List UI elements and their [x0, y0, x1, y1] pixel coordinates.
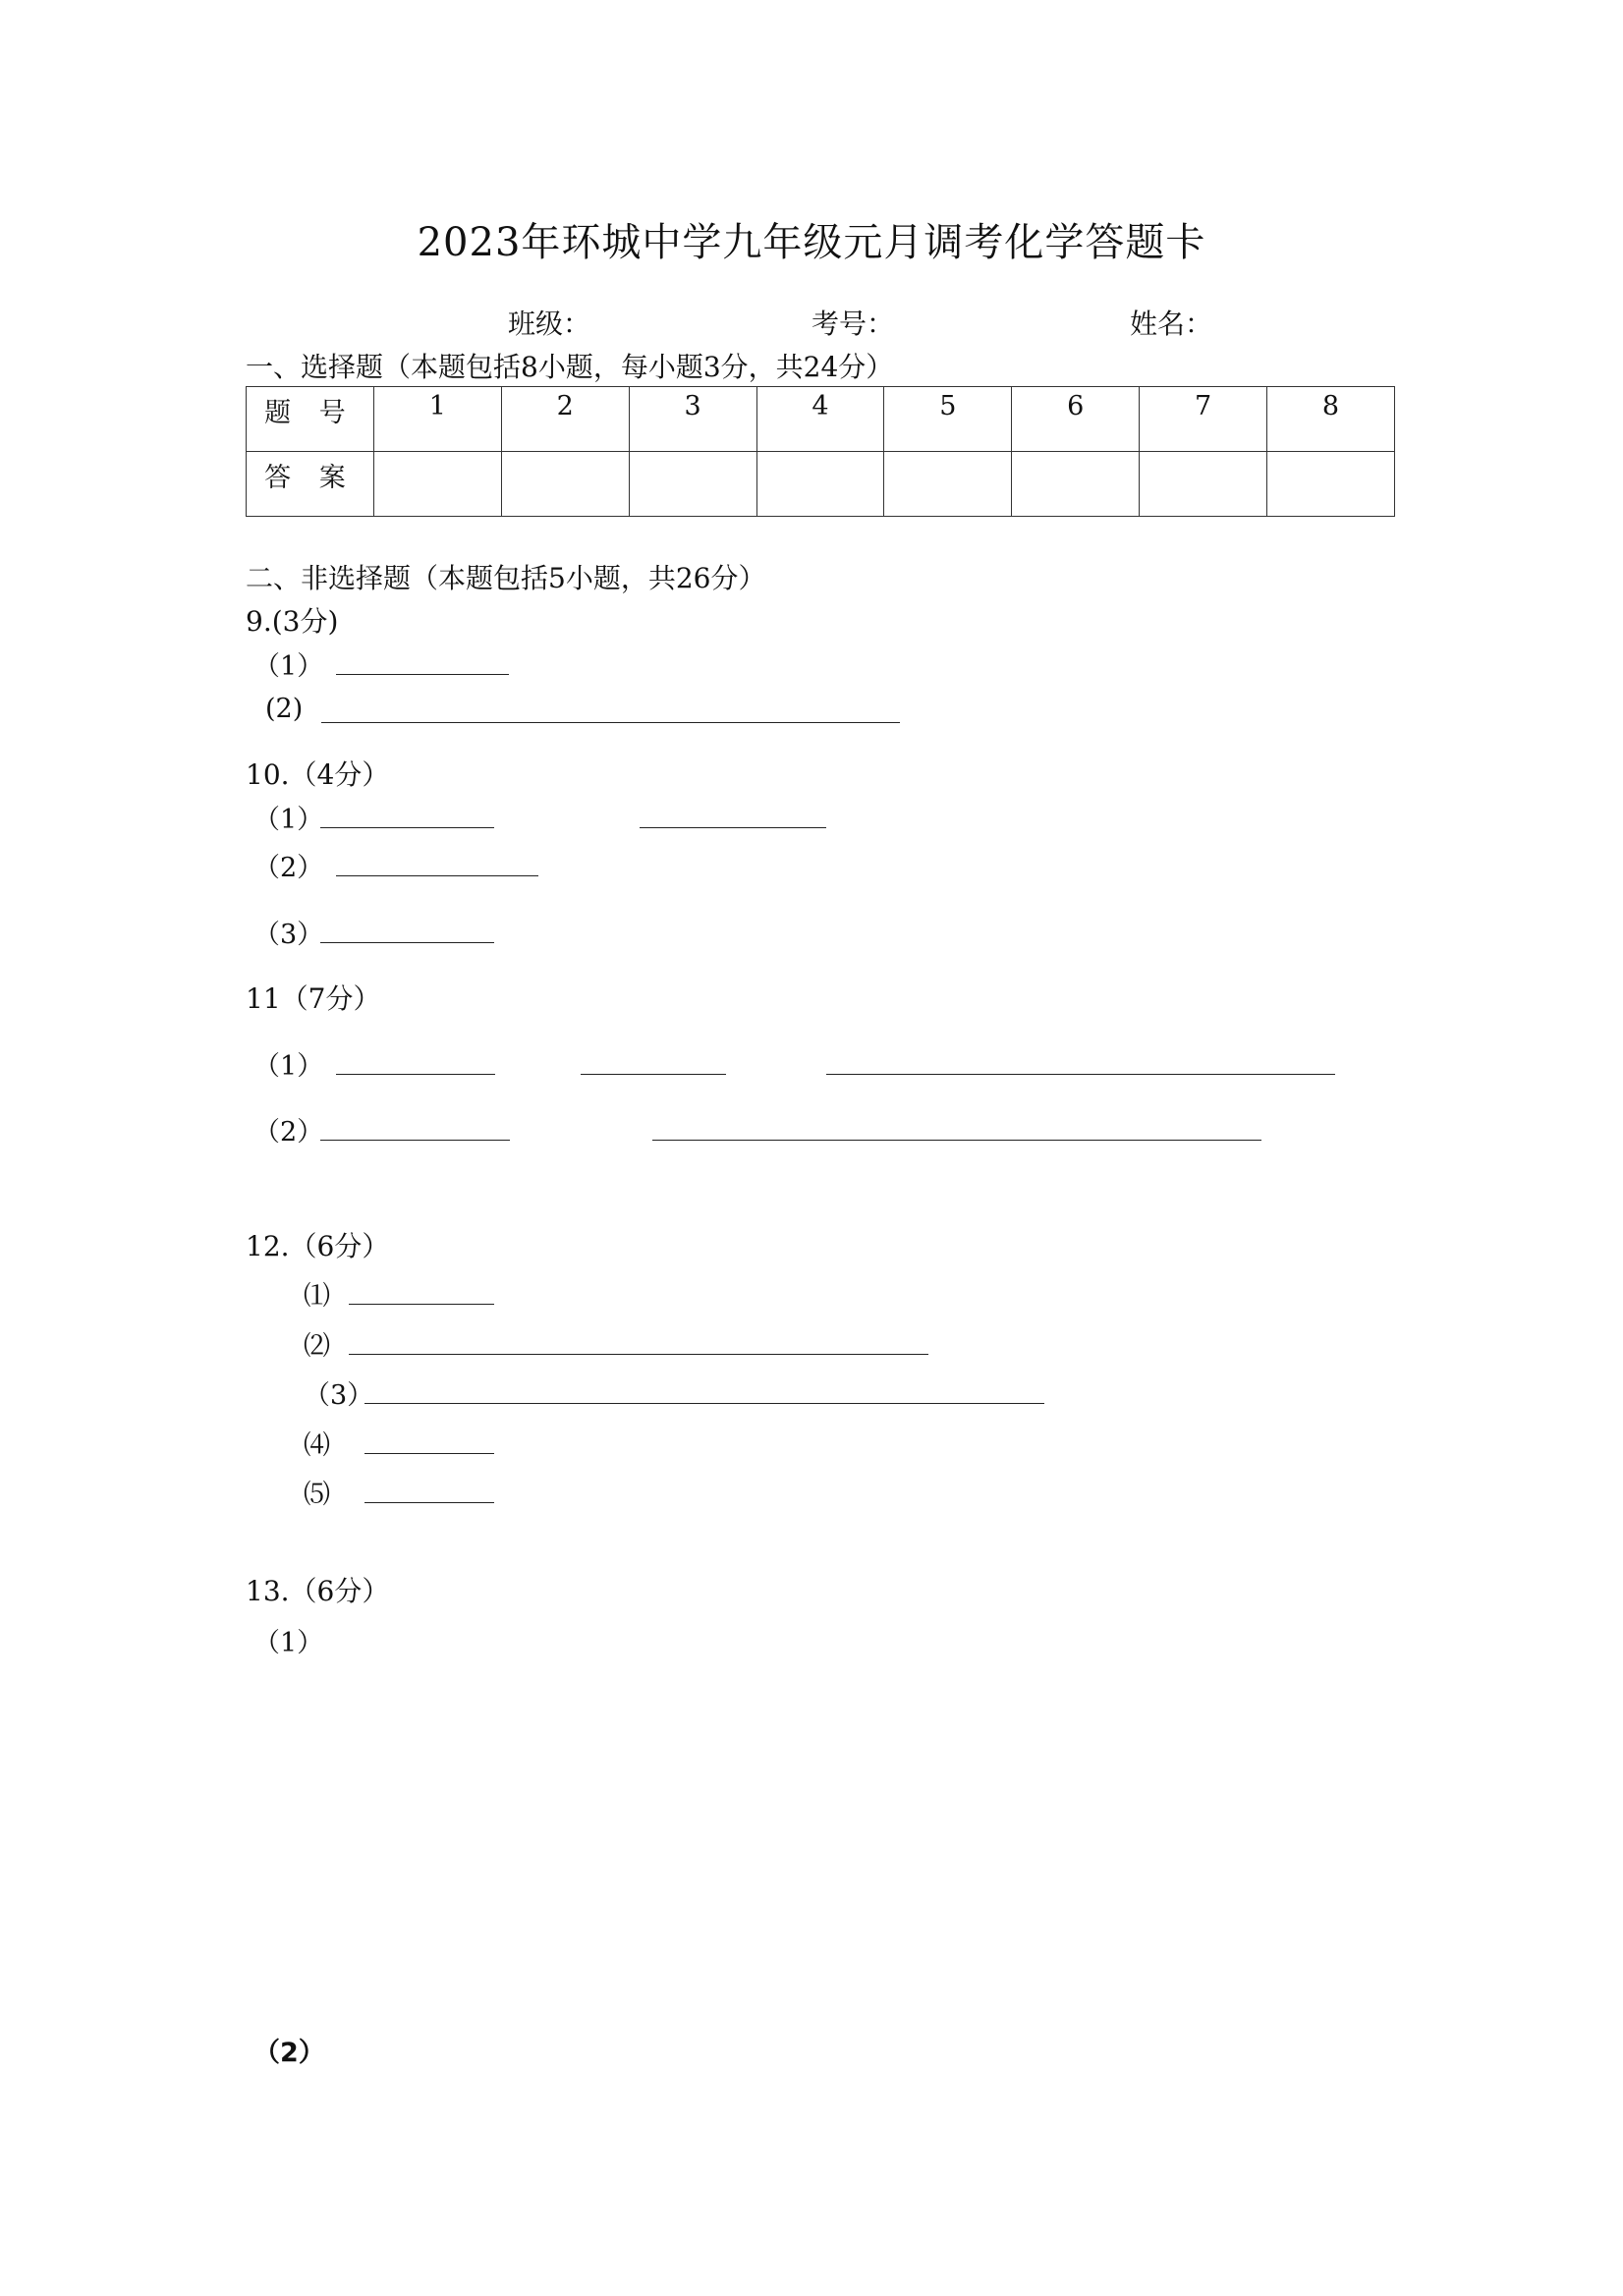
q11-title: 11（7分）: [246, 982, 381, 1015]
q11-sub2-label: （2）: [253, 1117, 324, 1148]
answer-cell-4[interactable]: [756, 452, 884, 517]
q10-sub1-label: （1）: [253, 805, 324, 835]
answer-cell-5[interactable]: [884, 452, 1012, 517]
question-number-row: [247, 387, 1395, 452]
q13-sub1-answer-area[interactable]: [246, 1660, 1395, 2004]
q10-sub3-answer-line[interactable]: [320, 942, 494, 943]
q11-sub2-answer-line-a[interactable]: [320, 1140, 510, 1141]
q11-sub1-label: （1）: [253, 1051, 324, 1082]
section-1-heading: 一、选择题（本题包括8小题，每小题3分，共24分）: [246, 351, 894, 383]
answer-cell-3[interactable]: [629, 452, 756, 517]
name-label: 姓名：: [1130, 308, 1213, 340]
q10-sub1-answer-line-b[interactable]: [640, 827, 826, 828]
question-number-header: 题 号: [247, 387, 374, 452]
question-number-cell: 6: [1012, 387, 1140, 452]
q9-sub2-label: (2): [265, 694, 304, 724]
q10-sub1-answer-line-a[interactable]: [320, 827, 494, 828]
q11-sub1-answer-line-c[interactable]: [826, 1074, 1335, 1075]
q12-sub4-label: ⑷: [304, 1430, 330, 1461]
exam-number-label: 考号：: [812, 308, 895, 340]
answer-cell-8[interactable]: [1267, 452, 1395, 517]
q11-sub1-answer-line-a[interactable]: [336, 1074, 495, 1075]
class-label: 班级：: [508, 308, 591, 340]
answer-cell-1[interactable]: [373, 452, 501, 517]
q9-sub1-answer-line[interactable]: [336, 674, 509, 675]
answer-cell-6[interactable]: [1012, 452, 1140, 517]
q10-sub3-label: （3）: [253, 920, 324, 950]
q9-sub1-label: （1）: [253, 651, 324, 682]
answer-cell-2[interactable]: [501, 452, 629, 517]
question-number-cell: 1: [373, 387, 501, 452]
answer-row: [247, 452, 1395, 517]
q12-sub1-answer-line[interactable]: [349, 1304, 494, 1305]
q9-title: 9.(3分): [246, 605, 339, 638]
q10-sub2-label: （2）: [253, 853, 324, 883]
answer-cell-7[interactable]: [1140, 452, 1267, 517]
answer-grid: [246, 386, 1395, 517]
q9-sub2-answer-line[interactable]: [321, 722, 900, 723]
q12-sub3-label: （3）: [304, 1380, 374, 1411]
page-title: 2023年环城中学九年级元月调考化学答题卡: [417, 220, 1206, 265]
answer-header: 答 案: [247, 452, 374, 517]
q12-sub1-label: ⑴: [304, 1281, 330, 1312]
q11-sub2-answer-line-b[interactable]: [652, 1140, 1261, 1141]
question-number-cell: 4: [756, 387, 884, 452]
q13-title: 13.（6分）: [246, 1575, 390, 1607]
q11-sub1-answer-line-b[interactable]: [581, 1074, 726, 1075]
q12-sub5-answer-line[interactable]: [364, 1502, 494, 1503]
question-number-cell: 7: [1140, 387, 1267, 452]
q12-title: 12.（6分）: [246, 1230, 390, 1262]
q13-sub1-label: （1）: [253, 1628, 324, 1658]
question-number-cell: 8: [1267, 387, 1395, 452]
q12-sub5-label: ⑸: [304, 1480, 330, 1510]
q13-sub2-label: （2）: [253, 2038, 325, 2068]
question-number-cell: 2: [501, 387, 629, 452]
section-2-heading: 二、非选择题（本题包括5小题，共26分）: [246, 562, 766, 594]
question-number-cell: 3: [629, 387, 756, 452]
q10-sub2-answer-line[interactable]: [336, 875, 538, 876]
q10-title: 10.（4分）: [246, 758, 390, 791]
q12-sub2-answer-line[interactable]: [349, 1354, 928, 1355]
q13-sub2-answer-area[interactable]: [246, 2073, 1395, 2269]
q12-sub2-label: ⑵: [304, 1331, 330, 1362]
question-number-cell: 5: [884, 387, 1012, 452]
q12-sub4-answer-line[interactable]: [364, 1453, 494, 1454]
q12-sub3-answer-line[interactable]: [364, 1403, 1044, 1404]
